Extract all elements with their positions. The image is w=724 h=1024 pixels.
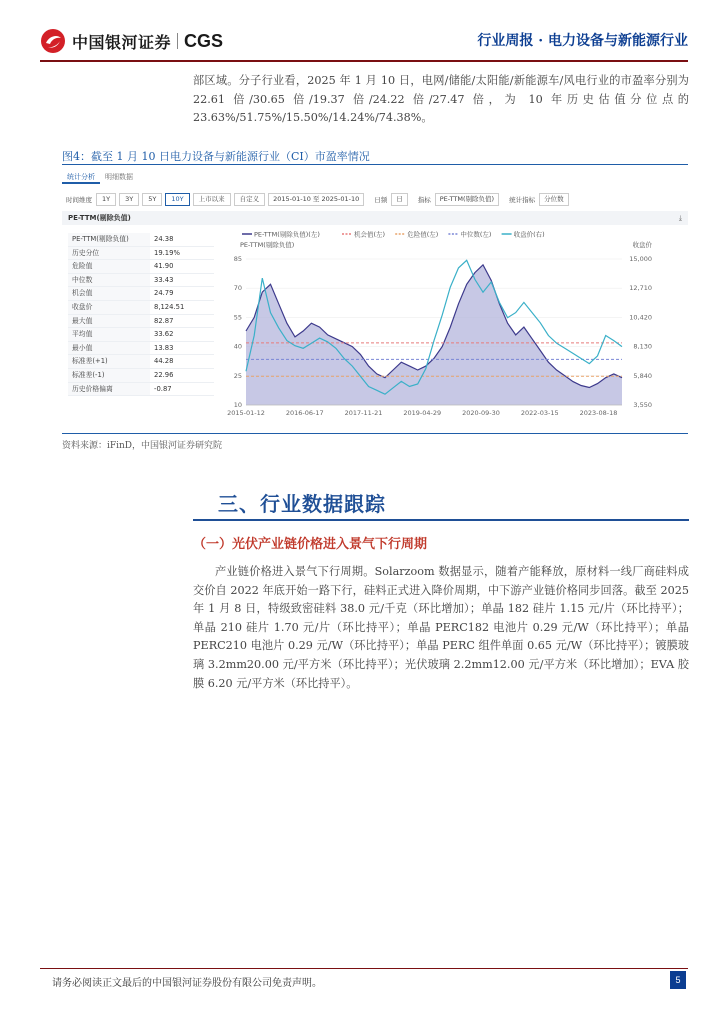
stat-value: 24.38 (154, 235, 174, 243)
stat-row (68, 315, 214, 329)
x-tick-label: 2016-06-17 (285, 409, 324, 417)
chart-toolbar (62, 191, 688, 207)
body-paragraph-1: 部区域。分子行业看，2025 年 1 月 10 日，电网/储能/太阳能/新能源车/风电行业的市盈率分别为 22.61 倍/30.65 倍/19.37 倍/24.22 倍/27.47 倍，为 10 年历史估值分位点的 23.63%/51.75%/15.50%/14.24%/74.38%。 (193, 74, 689, 125)
page-header (0, 0, 724, 62)
right-tick-label: 12,710 (629, 284, 652, 293)
right-tick-label: 10,420 (629, 313, 652, 322)
stat-row (68, 342, 214, 356)
frequency-label: 日频 (374, 195, 388, 204)
right-tick-label: 3,550 (633, 401, 652, 409)
stat-row (68, 274, 214, 288)
frequency-select[interactable]: 日 (391, 193, 408, 206)
stat-value: 22.96 (154, 370, 174, 379)
footer-disclaimer: 请务必阅读正文最后的中国银河证券股份有限公司免责声明。 (52, 978, 322, 989)
tab-statistics[interactable]: 统计分析 (62, 170, 100, 184)
stat-row (68, 287, 214, 301)
logo-english-text: CGS (184, 30, 224, 51)
stat-row (68, 355, 214, 369)
left-tick-label: 70 (233, 284, 242, 293)
period-custom-button[interactable]: 自定义 (234, 193, 266, 206)
stat-value: 8,124.51 (154, 302, 185, 311)
stat-label: 最小值 (68, 342, 150, 355)
figure-title: 图4：截至 1 月 10 日电力设备与新能源行业（CI）市盈率情况 (62, 150, 370, 163)
stat-row (68, 260, 214, 274)
download-icon[interactable]: ⤓ (678, 214, 682, 222)
right-tick-label: 5,840 (633, 371, 652, 380)
figure-bottom-rule (62, 433, 688, 434)
figure-screenshot-panel (62, 167, 688, 432)
right-tick-label: 8,130 (633, 342, 652, 351)
left-axis-title: PE-TTM(剔除负值) (240, 241, 295, 249)
stat-value: 82.87 (154, 316, 174, 325)
stat-label: 历史分位 (68, 247, 150, 260)
stat-label: 最大值 (68, 315, 150, 328)
pe-section-header (62, 211, 688, 225)
metric-select[interactable]: PE-TTM(剔除负值) (435, 193, 499, 206)
stat-row (68, 369, 214, 383)
section-underline (193, 519, 689, 521)
cgs-logo-icon (40, 28, 66, 54)
stat-label: 收盘价 (68, 301, 150, 314)
date-range-field[interactable]: 2015-01-10 至 2025-01-10 (268, 193, 364, 206)
stat-value: 24.79 (154, 289, 174, 298)
legend-label: 中位数(左) (460, 230, 492, 239)
section-title: 三、行业数据跟踪 (218, 492, 386, 516)
stat-label: 历史价格偏离 (68, 383, 150, 396)
panel-tabs (62, 170, 138, 184)
legend-label: PE-TTM(剔除负值)(左) (254, 230, 320, 239)
stat-row (68, 233, 214, 247)
left-tick-label: 25 (233, 371, 242, 380)
stat-value: 33.43 (154, 275, 174, 284)
legend-label: 收盘价(右) (513, 230, 545, 239)
logo-chinese-text: 中国银河证券 (72, 32, 172, 52)
left-tick-label: 55 (233, 313, 242, 322)
stat-value: 13.83 (154, 343, 174, 352)
stat-row (68, 301, 214, 315)
stat-label: 机会值 (68, 287, 150, 300)
stats-table (68, 233, 214, 396)
x-tick-label: 2020-09-30 (462, 409, 500, 417)
figure-source: 资料来源：iFinD，中国银河证券研究院 (62, 441, 223, 451)
stat-label: 危险值 (68, 260, 150, 273)
right-axis-title: 收盘价 (632, 241, 652, 249)
stat-value: 33.62 (154, 330, 174, 339)
period-label: 时间维度 (66, 195, 92, 204)
page-number: 5 (670, 971, 686, 989)
pe-section-title: PE-TTM(剔除负值) (68, 214, 131, 222)
stat-row (68, 247, 214, 261)
left-tick-label: 10 (233, 401, 242, 409)
period-1y-button[interactable]: 1Y (96, 193, 116, 206)
stat-label: 标准差(-1) (68, 369, 150, 382)
period-since-listing-button[interactable]: 上市以来 (193, 193, 231, 206)
stat-label: 平均值 (68, 328, 150, 341)
figure-top-rule (62, 164, 688, 165)
pe-area (246, 265, 622, 405)
subsection-title: （一）光伏产业链价格进入景气下行周期 (193, 537, 428, 552)
left-tick-label: 85 (233, 255, 242, 263)
stat-label: 统计指标 (509, 195, 536, 204)
logo-separator (177, 33, 178, 49)
footer-divider (40, 968, 688, 969)
stat-value: 41.90 (154, 262, 174, 271)
legend-label: 危险值(左) (407, 230, 439, 239)
stat-label: PE-TTM(剔除负值) (68, 233, 150, 246)
period-10y-button[interactable]: 10Y (165, 193, 189, 206)
pe-chart (222, 229, 688, 429)
period-5y-button[interactable]: 5Y (142, 193, 162, 206)
stat-label: 中位数 (68, 274, 150, 287)
legend-label: 机会值(左) (354, 230, 386, 239)
body-paragraph-2: 产业链价格进入景气下行周期。Solarzoom 数据显示，随着产能释放，原材料一线厂商硅料成交价自 2022 年底开始一路下行，硅料正式进入降价周期，中下游产业链价格同步回落。截至 2025 年 1 月 8 日，特级致密硅料 38.0 元/千克（环比增加）；单晶 182 硅片 1.15 元/片（环比持平）；单晶 210 硅片 1.70 元/片（环比持平）；单晶 PERC182 电池片 0.29 元/W（环比持平）；单晶 PERC210 电池片 0.29 元/W（环比持平）；单晶 PERC 组件单面 0.65 元/W（环比持平）；镀膜玻璃 3.2mm20.00 元/平方米（环比持平）；光伏玻璃 2.2mm12.00 元/平方米（环比增加）；EVA 胶膜 6.20 元/平方米（环比持平）。 (193, 565, 689, 690)
report-category: 行业周报 · 电力设备与新能源行业 (477, 33, 688, 49)
x-tick-label: 2015-01-12 (227, 409, 265, 417)
company-logo (40, 28, 223, 54)
x-tick-label: 2017-11-21 (344, 409, 383, 417)
x-tick-label: 2023-08-18 (579, 409, 618, 417)
stat-value: -0.87 (154, 384, 172, 393)
x-tick-label: 2019-04-29 (403, 409, 442, 417)
stat-select[interactable]: 分位数 (539, 193, 569, 206)
stat-row (68, 383, 214, 397)
stat-row (68, 328, 214, 342)
stat-label: 标准差(+1) (68, 355, 150, 368)
tab-details[interactable]: 明细数据 (105, 173, 133, 181)
stat-value: 44.28 (154, 357, 174, 366)
right-tick-label: 15,000 (629, 255, 652, 263)
x-tick-label: 2022-03-15 (520, 409, 559, 417)
metric-label: 指标 (417, 195, 431, 204)
period-3y-button[interactable]: 3Y (119, 193, 139, 206)
left-tick-label: 40 (233, 342, 242, 351)
header-divider (40, 60, 688, 62)
stat-value: 19.19% (154, 248, 180, 257)
